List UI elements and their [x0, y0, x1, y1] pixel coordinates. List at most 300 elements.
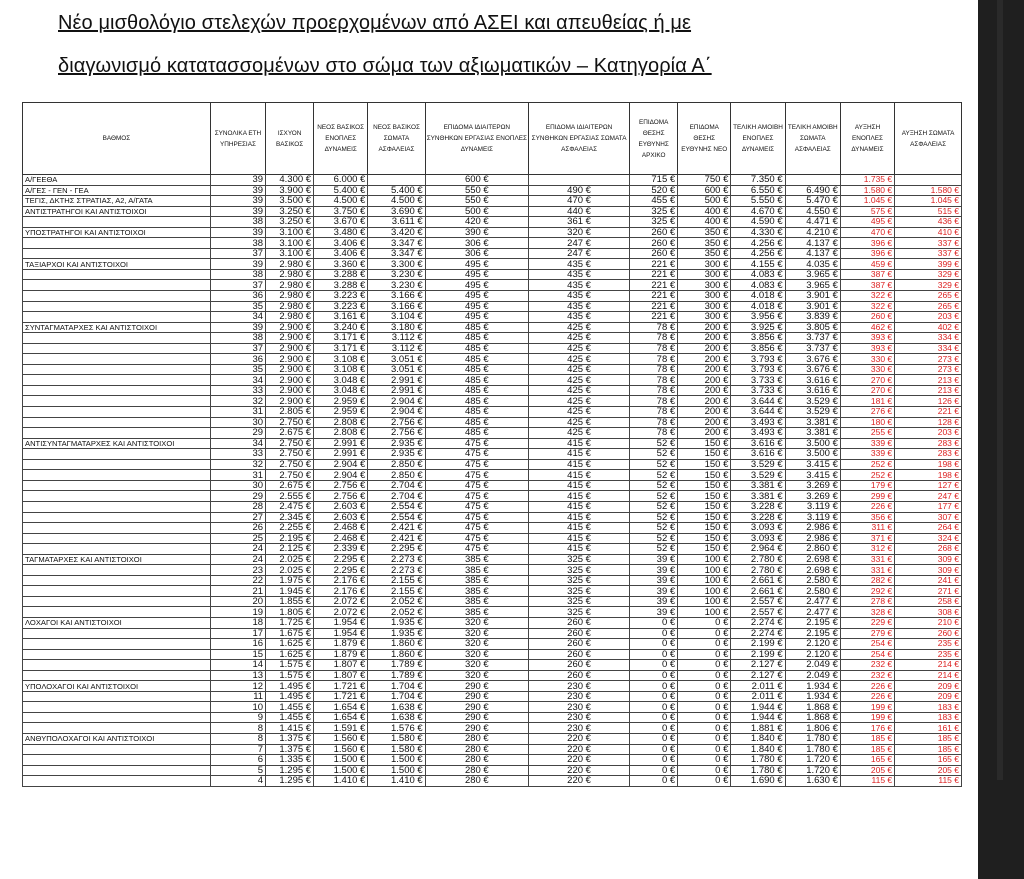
table-cell: 2.120 €: [785, 639, 840, 650]
table-cell: 3.230 €: [368, 269, 425, 280]
table-cell: 307 €: [895, 512, 962, 523]
table-cell: 2.052 €: [368, 596, 425, 607]
table-cell: 320 €: [425, 660, 528, 671]
table-cell: 2.468 €: [314, 533, 368, 544]
rank-cell: ΥΠΟΛΟΧΑΓΟΙ ΚΑΙ ΑΝΤΙΣΤΟΙΧΟΙ: [23, 681, 211, 692]
table-cell: 600 €: [678, 185, 731, 196]
table-cell: 200 €: [678, 417, 731, 428]
rank-cell: [23, 607, 211, 618]
table-cell: 177 €: [895, 501, 962, 512]
table-cell: 290 €: [425, 702, 528, 713]
table-row: [23, 554, 962, 565]
table-cell: 3.616 €: [731, 449, 785, 460]
table-cell: 4.300 €: [266, 175, 314, 186]
table-cell: 1.675 €: [266, 628, 314, 639]
table-cell: 0 €: [678, 670, 731, 681]
table-cell: 3.406 €: [314, 248, 368, 259]
table-cell: 3.856 €: [731, 333, 785, 344]
table-cell: 2.120 €: [785, 649, 840, 660]
table-cell: 203 €: [895, 312, 962, 323]
table-cell: 34: [210, 312, 265, 323]
table-cell: 390 €: [425, 227, 528, 238]
table-cell: 6.490 €: [785, 185, 840, 196]
table-row: [23, 533, 962, 544]
table-cell: 3.406 €: [314, 238, 368, 249]
table-cell: 100 €: [678, 565, 731, 576]
table-cell: 2.025 €: [266, 554, 314, 565]
table-cell: 1.295 €: [266, 765, 314, 776]
table-cell: 4.137 €: [785, 248, 840, 259]
table-cell: 78 €: [630, 354, 678, 365]
table-cell: 1.500 €: [368, 755, 425, 766]
table-cell: 0 €: [630, 733, 678, 744]
table-cell: 39 €: [630, 565, 678, 576]
table-cell: 226 €: [840, 681, 894, 692]
table-cell: 3.793 €: [731, 354, 785, 365]
table-cell: 322 €: [840, 291, 894, 302]
table-cell: 3.415 €: [785, 459, 840, 470]
table-cell: 226 €: [840, 691, 894, 702]
table-cell: 3.100 €: [266, 238, 314, 249]
table-cell: 337 €: [895, 238, 962, 249]
table-cell: 2.176 €: [314, 575, 368, 586]
table-row: [23, 723, 962, 734]
table-cell: 330 €: [840, 364, 894, 375]
table-cell: 2.661 €: [731, 575, 785, 586]
table-cell: 2.273 €: [368, 565, 425, 576]
table-cell: 3.300 €: [368, 259, 425, 270]
table-cell: 0 €: [630, 691, 678, 702]
table-cell: 0 €: [678, 712, 731, 723]
table-cell: 200 €: [678, 343, 731, 354]
table-cell: 385 €: [425, 575, 528, 586]
table-cell: 3.228 €: [731, 501, 785, 512]
table-cell: 1.840 €: [731, 733, 785, 744]
table-cell: 3.900 €: [266, 185, 314, 196]
table-cell: 220 €: [528, 733, 629, 744]
table-cell: 1.654 €: [314, 702, 368, 713]
table-cell: 78 €: [630, 364, 678, 375]
table-cell: 283 €: [895, 449, 962, 460]
table-cell: 5.470 €: [785, 196, 840, 207]
table-cell: 3.901 €: [785, 291, 840, 302]
table-cell: 415 €: [528, 470, 629, 481]
table-cell: 3.240 €: [314, 322, 368, 333]
table-row: [23, 312, 962, 323]
rank-cell: [23, 291, 211, 302]
table-cell: 2.980 €: [266, 312, 314, 323]
table-cell: 475 €: [425, 491, 528, 502]
table-cell: 35: [210, 301, 265, 312]
table-cell: 185 €: [895, 733, 962, 744]
rank-cell: [23, 691, 211, 702]
table-cell: 3.048 €: [314, 375, 368, 386]
table-cell: 209 €: [895, 691, 962, 702]
table-cell: 300 €: [678, 280, 731, 291]
table-cell: 1.805 €: [266, 607, 314, 618]
table-cell: 185 €: [840, 733, 894, 744]
table-cell: 150 €: [678, 491, 731, 502]
table-cell: 78 €: [630, 322, 678, 333]
table-cell: 415 €: [528, 501, 629, 512]
rank-cell: [23, 417, 211, 428]
table-cell: 3.676 €: [785, 354, 840, 365]
table-cell: 32: [210, 459, 265, 470]
table-cell: 415 €: [528, 544, 629, 555]
table-cell: 300 €: [678, 312, 731, 323]
table-cell: 38: [210, 217, 265, 228]
table-cell: 2.475 €: [266, 501, 314, 512]
table-cell: 1.868 €: [785, 712, 840, 723]
column-header: ΝΕΟΣ ΒΑΣΙΚΟΣ ΕΝΟΠΛΕΣ ΔΥΝΑΜΕΙΣ: [314, 103, 368, 175]
table-cell: 415 €: [528, 523, 629, 534]
table-cell: 1.410 €: [314, 776, 368, 787]
viewer-side-panel: [978, 0, 1024, 879]
table-cell: 387 €: [840, 269, 894, 280]
table-row: [23, 565, 962, 576]
table-cell: 220 €: [528, 776, 629, 787]
table-cell: 1.840 €: [731, 744, 785, 755]
table-cell: 220 €: [528, 765, 629, 776]
table-cell: 393 €: [840, 343, 894, 354]
rank-cell: [23, 586, 211, 597]
table-cell: 300 €: [678, 259, 731, 270]
table-cell: 273 €: [895, 364, 962, 375]
table-cell: 300 €: [678, 291, 731, 302]
table-cell: 1.780 €: [785, 744, 840, 755]
table-row: [23, 712, 962, 723]
table-cell: 2.750 €: [266, 459, 314, 470]
table-cell: 232 €: [840, 670, 894, 681]
table-cell: 331 €: [840, 565, 894, 576]
rank-cell: ΤΑΞΙΑΡΧΟΙ ΚΑΙ ΑΝΤΙΣΤΟΙΧΟΙ: [23, 259, 211, 270]
table-cell: 3.856 €: [731, 343, 785, 354]
table-cell: 52 €: [630, 544, 678, 555]
table-cell: 27: [210, 512, 265, 523]
table-cell: 1.375 €: [266, 733, 314, 744]
table-cell: 2.904 €: [368, 407, 425, 418]
table-cell: 550 €: [425, 196, 528, 207]
table-cell: 2.900 €: [266, 343, 314, 354]
table-row: [23, 396, 962, 407]
table-cell: 495 €: [425, 291, 528, 302]
table-cell: 270 €: [840, 385, 894, 396]
table-cell: 199 €: [840, 702, 894, 713]
table-cell: 15: [210, 649, 265, 660]
column-header: ΤΕΛΙΚΗ ΑΜΟΙΒΗ ΣΩΜΑΤΑ ΑΣΦΑΛΕΙΑΣ: [785, 103, 840, 175]
table-cell: 78 €: [630, 396, 678, 407]
table-row: [23, 269, 962, 280]
table-row: [23, 364, 962, 375]
table-cell: 350 €: [678, 238, 731, 249]
table-cell: 1.576 €: [368, 723, 425, 734]
table-cell: 331 €: [840, 554, 894, 565]
rank-cell: [23, 660, 211, 671]
table-cell: 393 €: [840, 333, 894, 344]
rank-cell: [23, 670, 211, 681]
table-cell: 490 €: [528, 185, 629, 196]
table-cell: 150 €: [678, 449, 731, 460]
table-cell: 7: [210, 744, 265, 755]
table-cell: 78 €: [630, 417, 678, 428]
table-cell: 260 €: [528, 670, 629, 681]
rank-cell: [23, 744, 211, 755]
table-cell: 425 €: [528, 375, 629, 386]
table-cell: 600 €: [425, 175, 528, 186]
table-cell: 22: [210, 575, 265, 586]
table-cell: 2.199 €: [731, 649, 785, 660]
table-cell: 2.959 €: [314, 407, 368, 418]
table-cell: 425 €: [528, 322, 629, 333]
rank-cell: Α/ΓΕΕΘΑ: [23, 175, 211, 186]
table-cell: 1.860 €: [368, 639, 425, 650]
table-cell: 750 €: [678, 175, 731, 186]
table-cell: 485 €: [425, 385, 528, 396]
table-cell: 1.455 €: [266, 712, 314, 723]
table-cell: 247 €: [528, 248, 629, 259]
table-cell: 1.807 €: [314, 660, 368, 671]
table-cell: 3.108 €: [314, 354, 368, 365]
table-cell: 31: [210, 470, 265, 481]
table-cell: 7.350 €: [731, 175, 785, 186]
table-cell: 290 €: [425, 712, 528, 723]
table-cell: 3.048 €: [314, 385, 368, 396]
table-cell: 2.421 €: [368, 523, 425, 534]
table-cell: 415 €: [528, 480, 629, 491]
rank-cell: [23, 333, 211, 344]
table-cell: 38: [210, 333, 265, 344]
table-cell: 1.654 €: [314, 712, 368, 723]
table-row: [23, 175, 962, 186]
table-cell: 1.879 €: [314, 639, 368, 650]
table-cell: 475 €: [425, 523, 528, 534]
table-cell: 3.112 €: [368, 343, 425, 354]
table-cell: 260 €: [895, 628, 962, 639]
table-cell: 230 €: [528, 691, 629, 702]
table-cell: 2.935 €: [368, 438, 425, 449]
table-cell: 3.839 €: [785, 312, 840, 323]
table-cell: 52 €: [630, 533, 678, 544]
rank-cell: [23, 649, 211, 660]
table-row: [23, 459, 962, 470]
table-cell: 39 €: [630, 596, 678, 607]
table-cell: 2.274 €: [731, 617, 785, 628]
table-cell: 31: [210, 407, 265, 418]
table-cell: 254 €: [840, 649, 894, 660]
table-cell: 1.720 €: [785, 755, 840, 766]
table-cell: 3.161 €: [314, 312, 368, 323]
table-cell: 24: [210, 554, 265, 565]
table-cell: [528, 175, 629, 186]
table-cell: 37: [210, 343, 265, 354]
table-cell: 425 €: [528, 364, 629, 375]
table-cell: 3.670 €: [314, 217, 368, 228]
table-cell: 3.171 €: [314, 333, 368, 344]
table-row: [23, 596, 962, 607]
table-cell: 356 €: [840, 512, 894, 523]
table-row: [23, 575, 962, 586]
table-cell: 402 €: [895, 322, 962, 333]
table-cell: 235 €: [895, 649, 962, 660]
table-cell: 0 €: [630, 765, 678, 776]
table-cell: 3.104 €: [368, 312, 425, 323]
table-cell: 0 €: [678, 755, 731, 766]
table-cell: 485 €: [425, 396, 528, 407]
table-cell: 0 €: [678, 765, 731, 776]
table-cell: [895, 175, 962, 186]
table-cell: 150 €: [678, 470, 731, 481]
rank-cell: [23, 723, 211, 734]
table-cell: 3.093 €: [731, 523, 785, 534]
table-row: [23, 586, 962, 597]
table-cell: 495 €: [425, 301, 528, 312]
scrollbar[interactable]: [997, 0, 1003, 780]
table-cell: 3.480 €: [314, 227, 368, 238]
table-cell: 2.980 €: [266, 301, 314, 312]
table-cell: 485 €: [425, 428, 528, 439]
table-cell: 475 €: [425, 533, 528, 544]
table-cell: 385 €: [425, 554, 528, 565]
table-cell: 283 €: [895, 438, 962, 449]
table-cell: 2.255 €: [266, 523, 314, 534]
table-cell: 2.900 €: [266, 322, 314, 333]
rank-cell: [23, 470, 211, 481]
table-cell: 320 €: [425, 617, 528, 628]
table-cell: 3.166 €: [368, 301, 425, 312]
table-cell: 330 €: [840, 354, 894, 365]
table-cell: 100 €: [678, 596, 731, 607]
table-cell: 2.904 €: [368, 396, 425, 407]
table-cell: 10: [210, 702, 265, 713]
table-row: [23, 691, 962, 702]
rank-cell: [23, 480, 211, 491]
table-row: [23, 649, 962, 660]
table-row: [23, 217, 962, 228]
table-cell: 440 €: [528, 206, 629, 217]
table-cell: 0 €: [678, 681, 731, 692]
table-cell: 221 €: [895, 407, 962, 418]
table-cell: 2.750 €: [266, 470, 314, 481]
table-cell: 1.630 €: [785, 776, 840, 787]
table-cell: 2.072 €: [314, 607, 368, 618]
table-cell: 100 €: [678, 575, 731, 586]
rank-cell: [23, 301, 211, 312]
table-cell: 1.735 €: [840, 175, 894, 186]
table-cell: 221 €: [630, 301, 678, 312]
table-cell: 385 €: [425, 586, 528, 597]
salary-table: [22, 102, 962, 787]
table-cell: 3.381 €: [785, 417, 840, 428]
table-cell: 1.690 €: [731, 776, 785, 787]
table-cell: 115 €: [840, 776, 894, 787]
table-cell: 128 €: [895, 417, 962, 428]
table-cell: 161 €: [895, 723, 962, 734]
table-cell: 1.806 €: [785, 723, 840, 734]
table-cell: 495 €: [425, 269, 528, 280]
table-cell: 312 €: [840, 544, 894, 555]
table-cell: 260 €: [528, 649, 629, 660]
table-cell: 2.580 €: [785, 575, 840, 586]
table-cell: 2.980 €: [266, 291, 314, 302]
table-cell: 200 €: [678, 407, 731, 418]
table-cell: 3.171 €: [314, 343, 368, 354]
table-row: [23, 385, 962, 396]
table-cell: 280 €: [425, 744, 528, 755]
table-cell: 3.112 €: [368, 333, 425, 344]
table-cell: 1.944 €: [731, 712, 785, 723]
table-cell: 2.295 €: [314, 554, 368, 565]
table-cell: 1.720 €: [785, 765, 840, 776]
table-cell: 1.045 €: [895, 196, 962, 207]
table-cell: 455 €: [630, 196, 678, 207]
table-cell: 515 €: [895, 206, 962, 217]
table-cell: 279 €: [840, 628, 894, 639]
table-cell: 1.725 €: [266, 617, 314, 628]
table-cell: 495 €: [425, 259, 528, 270]
rank-cell: [23, 712, 211, 723]
rank-cell: [23, 702, 211, 713]
table-cell: 475 €: [425, 512, 528, 523]
table-cell: 290 €: [425, 681, 528, 692]
table-row: [23, 523, 962, 534]
column-header: ΕΠΙΔΟΜΑ ΘΕΣΗΣ ΕΥΘΥΝΗΣ ΑΡΧΙΚΟ: [630, 103, 678, 175]
table-cell: 2.555 €: [266, 491, 314, 502]
table-cell: 0 €: [678, 691, 731, 702]
table-cell: 19: [210, 607, 265, 618]
table-cell: 2.986 €: [785, 523, 840, 534]
table-cell: 229 €: [840, 617, 894, 628]
table-cell: 3.051 €: [368, 364, 425, 375]
table-cell: 485 €: [425, 343, 528, 354]
column-header: ΕΠΙΔΟΜΑ ΙΔΙΑΙΤΕΡΩΝ ΣΥΝΘΗΚΩΝ ΕΡΓΑΣΙΑΣ ΕΝΟΠΛΕΣ ΔΥΝΑΜΕΙΣ: [425, 103, 528, 175]
table-row: [23, 765, 962, 776]
table-cell: 2.155 €: [368, 586, 425, 597]
table-cell: 3.347 €: [368, 238, 425, 249]
table-cell: 39: [210, 227, 265, 238]
rank-cell: [23, 512, 211, 523]
table-cell: 17: [210, 628, 265, 639]
table-cell: 30: [210, 417, 265, 428]
column-header: ΑΥΞΗΣΗ ΕΝΟΠΛΕΣ ΔΥΝΑΜΕΙΣ: [840, 103, 894, 175]
table-cell: [785, 175, 840, 186]
table-cell: 150 €: [678, 438, 731, 449]
table-cell: 3.500 €: [266, 196, 314, 207]
table-cell: 3.223 €: [314, 301, 368, 312]
table-cell: 1.580 €: [895, 185, 962, 196]
table-cell: 2.756 €: [368, 417, 425, 428]
table-cell: 2.477 €: [785, 596, 840, 607]
table-cell: 3.616 €: [785, 385, 840, 396]
table-cell: 0 €: [678, 617, 731, 628]
table-cell: 0 €: [630, 639, 678, 650]
rank-cell: ΑΝΤΙΣΥΝΤΑΓΜΑΤΑΡΧΕΣ ΚΑΙ ΑΝΤΙΣΤΟΙΧΟΙ: [23, 438, 211, 449]
table-cell: 2.900 €: [266, 364, 314, 375]
table-cell: 100 €: [678, 554, 731, 565]
table-cell: 278 €: [840, 596, 894, 607]
table-cell: 2.195 €: [266, 533, 314, 544]
table-cell: 36: [210, 354, 265, 365]
table-cell: 39: [210, 322, 265, 333]
table-cell: 425 €: [528, 396, 629, 407]
table-row: [23, 259, 962, 270]
rank-cell: [23, 269, 211, 280]
table-cell: 2.675 €: [266, 428, 314, 439]
table-cell: 325 €: [528, 607, 629, 618]
table-cell: 4.590 €: [731, 217, 785, 228]
table-cell: 715 €: [630, 175, 678, 186]
table-cell: 3.965 €: [785, 280, 840, 291]
table-cell: 0 €: [678, 723, 731, 734]
